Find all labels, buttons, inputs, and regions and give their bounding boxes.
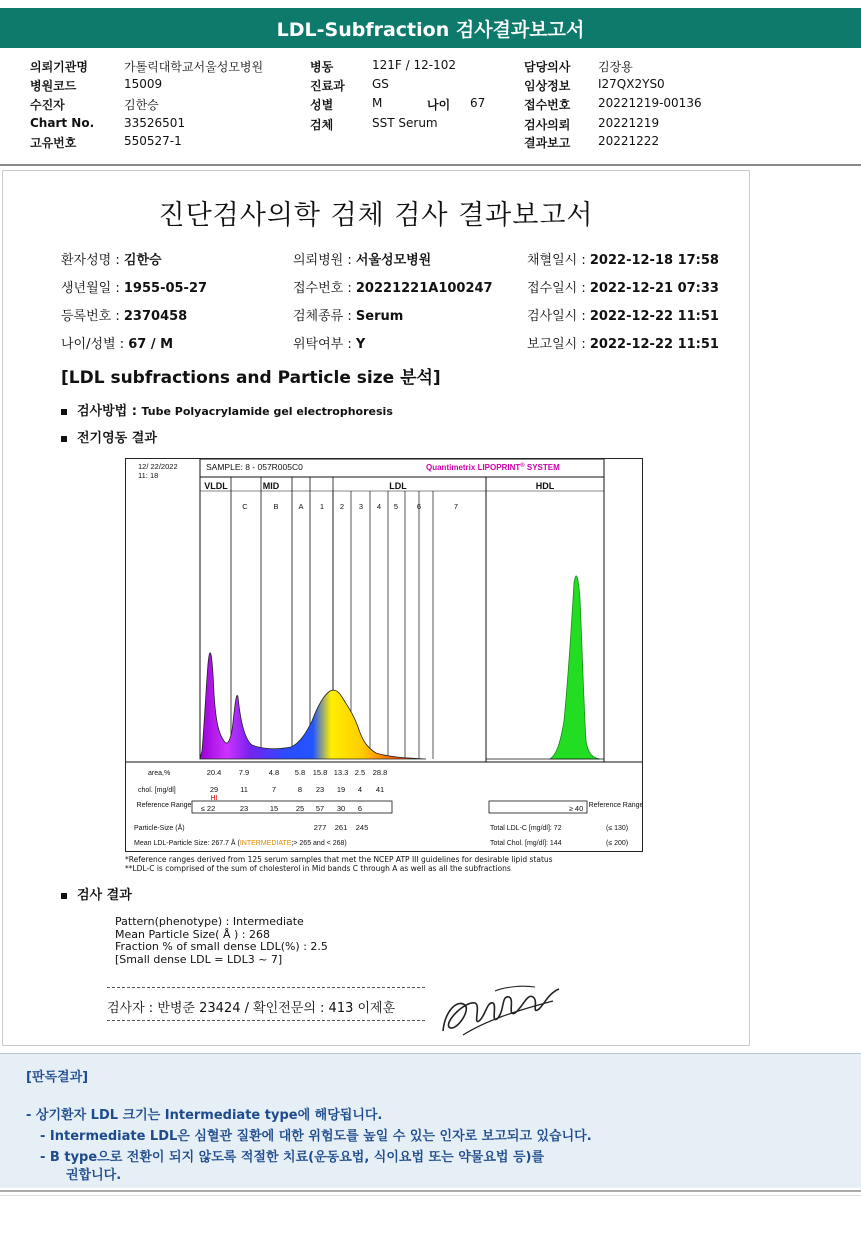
report-title-bar xyxy=(0,8,861,48)
area-value: 5.8 xyxy=(294,768,306,777)
chart-sample: SAMPLE: 8 - 057R005C0 xyxy=(206,462,303,472)
header-value: 20221219 xyxy=(598,116,660,130)
brand-name: Quantimetrix LIPOPRINT xyxy=(426,463,521,472)
header-value: I27QX2YS0 xyxy=(598,77,665,91)
particle-size-value: 277 xyxy=(313,823,327,832)
patient-info-item xyxy=(527,333,719,352)
lipoprint-svg xyxy=(126,459,642,851)
info-label: 의뢰병원 : xyxy=(293,253,356,268)
area-value: 28.8 xyxy=(372,768,388,777)
band-label: B xyxy=(273,502,279,511)
header-label: 결과보고 xyxy=(524,136,571,150)
result-summary xyxy=(115,916,328,966)
band-label: 6 xyxy=(416,502,422,511)
header-label: 접수번호 xyxy=(524,98,571,112)
info-label: 나이/성별 : xyxy=(61,337,129,352)
reference-value: 25 xyxy=(295,804,305,813)
footnote-1: *Reference ranges derived from 125 serum samples that met the NCEP ATP III guidelines for desirable lipid status xyxy=(125,855,553,864)
reference-label: Reference Range xyxy=(136,802,192,809)
lipoprint-chart xyxy=(125,458,643,852)
result-label: 검사 결과 xyxy=(77,888,132,903)
region-label-mid: MID xyxy=(262,481,280,491)
interpretation-line-3: - B type으로 전환이 되지 않도록 적절한 치료(운동요법, 식이요법 또는 약물요법 등)를 xyxy=(40,1150,545,1165)
band-label: A xyxy=(298,502,304,511)
header-value: SST Serum xyxy=(372,116,438,130)
info-value: 2022-12-18 17:58 xyxy=(589,253,719,268)
lab-report-title: 진단검사의학 검체 검사 결과보고서 xyxy=(158,200,594,231)
brand-system: SYSTEM xyxy=(524,463,560,472)
header-value: 33526501 xyxy=(124,116,186,130)
chol-row-label: chol. [mg/dl] xyxy=(138,787,176,794)
patient-info-item xyxy=(293,249,431,268)
info-label: 위탁여부 : xyxy=(293,337,356,352)
patient-info-item xyxy=(61,277,207,296)
area-value: 13.3 xyxy=(333,768,349,777)
patient-info-item xyxy=(293,333,365,352)
header-label: 검체 xyxy=(310,118,334,132)
band-label: C xyxy=(242,502,248,511)
header-value: 김장용 xyxy=(598,60,633,74)
patient-info-item xyxy=(293,305,403,324)
header-value: 15009 xyxy=(124,77,163,91)
bottom-divider-light xyxy=(0,1195,861,1196)
mean-tail: ;> 265 and < 268) xyxy=(291,840,347,847)
chol-value: 41 xyxy=(375,785,385,794)
header-age-label: 나이 xyxy=(427,98,451,112)
lab-report-panel xyxy=(2,170,750,1046)
result-small-dense: Fraction % of small dense LDL(%) : 2.5 xyxy=(115,940,328,953)
band-label: 2 xyxy=(339,502,345,511)
chol-value: 19 xyxy=(336,785,346,794)
patient-info-item xyxy=(61,333,173,352)
header-value: 가톨릭대학교서울성모병원 xyxy=(124,60,264,74)
interpretation-title: [판독결과] xyxy=(26,1070,89,1085)
patient-info-item xyxy=(527,249,719,268)
interpretation-line-1: - 상기환자 LDL 크기는 Intermediate type에 해당됩니다. xyxy=(26,1108,383,1123)
region-label-hdl: HDL xyxy=(535,481,555,491)
area-value: 20.4 xyxy=(206,768,222,777)
particle-size-value: 261 xyxy=(334,823,348,832)
bullet-icon xyxy=(61,893,67,899)
area-value: 4.8 xyxy=(268,768,280,777)
chol-value: 29 xyxy=(209,785,219,794)
result-heading xyxy=(61,884,132,903)
report-title: LDL-Subfraction 검사결과보고서 xyxy=(276,18,585,41)
total-ldl-ref: (≤ 130) xyxy=(606,825,629,832)
handwritten-signature xyxy=(435,981,565,1045)
interpretation-line-4: 권합니다. xyxy=(66,1168,122,1183)
result-pattern: Pattern(phenotype) : Intermediate xyxy=(115,915,304,928)
result-mean-size: Mean Particle Size( Å ) : 268 xyxy=(115,927,270,941)
bottom-divider xyxy=(0,1190,861,1192)
reference-label-right: Reference Range xyxy=(588,802,642,809)
result-definition: [Small dense LDL = LDL3 ~ 7] xyxy=(115,952,283,966)
header-label: 검사의뢰 xyxy=(524,118,571,132)
area-value: 2.5 xyxy=(354,768,366,777)
electrophoresis-label: 전기영동 결과 xyxy=(77,431,157,446)
reference-value: 15 xyxy=(269,804,279,813)
info-label: 환자성명 : xyxy=(61,253,124,268)
total-chol: Total Chol. [mg/dl]: 144 xyxy=(490,840,562,847)
info-label: 채혈일시 : xyxy=(527,253,590,268)
reference-value: 23 xyxy=(239,804,249,813)
chart-time: 11: 18 xyxy=(138,471,159,480)
interpretation-panel xyxy=(0,1053,861,1188)
header-label: Chart No. xyxy=(30,116,95,130)
info-value: Y xyxy=(355,337,366,352)
header-value: 550527-1 xyxy=(124,134,182,148)
chart-brand xyxy=(426,462,560,472)
header-label: 성별 xyxy=(310,98,334,112)
info-value: 2370458 xyxy=(123,309,188,324)
header-label: 병원코드 xyxy=(30,79,77,93)
band-label: 5 xyxy=(393,502,399,511)
brand-registered: ® xyxy=(520,463,525,469)
bullet-icon xyxy=(61,409,67,415)
patient-info-item xyxy=(293,277,493,296)
header-value: 김한승 xyxy=(124,98,159,112)
info-label: 접수번호 : xyxy=(293,281,356,296)
header-label: 진료과 xyxy=(310,79,345,93)
chart-footnotes xyxy=(125,855,553,873)
header-value: M xyxy=(372,96,383,110)
hdl-peak xyxy=(550,576,600,759)
method-label: 검사방법 : xyxy=(77,404,142,419)
header-label: 담당의사 xyxy=(524,60,571,74)
info-value: 서울성모병원 xyxy=(355,253,432,268)
header-age-value: 67 xyxy=(470,96,486,110)
chol-value: 7 xyxy=(271,785,277,794)
bullet-icon xyxy=(61,436,67,442)
header-label: 임상정보 xyxy=(524,79,571,93)
header-label: 고유번호 xyxy=(30,136,77,150)
area-value: 15.8 xyxy=(312,768,328,777)
region-label-ldl: LDL xyxy=(389,481,407,491)
chol-value: 11 xyxy=(240,785,248,794)
info-value: 2022-12-22 11:51 xyxy=(589,309,719,324)
info-value: 20221221A100247 xyxy=(355,281,493,296)
mean-particle-size xyxy=(134,838,347,847)
region-label-vldl: VLDL xyxy=(204,481,228,491)
mean-tag: INTERMEDIATE xyxy=(239,840,292,847)
signature-divider-top xyxy=(107,987,425,988)
info-value: Serum xyxy=(355,309,404,324)
chol-value: 4 xyxy=(357,785,363,794)
info-label: 보고일시 : xyxy=(527,337,590,352)
total-chol-ref: (≤ 200) xyxy=(606,840,629,847)
band-label: 4 xyxy=(376,502,382,511)
header-label: 병동 xyxy=(310,60,334,74)
info-value: 1955-05-27 xyxy=(123,281,208,296)
chol-value: 23 xyxy=(315,785,325,794)
info-label: 생년월일 : xyxy=(61,281,124,296)
info-label: 검사일시 : xyxy=(527,309,590,324)
header-value: 121F / 12-102 xyxy=(372,58,456,72)
area-row-label: area,% xyxy=(148,770,171,777)
header-label: 수진자 xyxy=(30,98,65,112)
mean-label: Mean LDL-Particle Size: 267.7 Å ( xyxy=(134,840,240,847)
band-label: 3 xyxy=(358,502,364,511)
request-info-header xyxy=(0,52,861,162)
method-value: Tube Polyacrylamide gel electrophoresis xyxy=(141,405,393,418)
electrophoresis-heading xyxy=(61,427,157,446)
info-label: 등록번호 : xyxy=(61,309,124,324)
band-label: 1 xyxy=(319,502,325,511)
signer-line: 검사자 : 반병준 23424 / 확인전문의 : 413 이제훈 xyxy=(107,1001,396,1016)
header-label: 의뢰기관명 xyxy=(30,60,88,74)
info-label: 검체종류 : xyxy=(293,309,356,324)
total-ldl: Total LDL-C [mg/dl]: 72 xyxy=(490,825,562,832)
reference-value: ≤ 22 xyxy=(200,804,216,813)
section-title: [LDL subfractions and Particle size 분석] xyxy=(61,368,441,388)
interpretation-line-2: - Intermediate LDL은 심혈관 질환에 대한 위험도를 높일 수 있는 인자로 보고되고 있습니다. xyxy=(40,1129,592,1144)
patient-info-item xyxy=(61,305,187,324)
particle-size-label: Particle-Size (Å) xyxy=(134,825,185,832)
info-value: 2022-12-22 11:51 xyxy=(589,337,719,352)
header-value: GS xyxy=(372,77,389,91)
info-label: 접수일시 : xyxy=(527,281,590,296)
hi-flag: HI xyxy=(210,795,218,802)
header-divider xyxy=(0,164,861,166)
header-value: 20221222 xyxy=(598,134,660,148)
band-label: 7 xyxy=(453,502,459,511)
header-value: 20221219-00136 xyxy=(598,96,702,110)
info-value: 김한승 xyxy=(123,253,162,268)
particle-size-value: 245 xyxy=(355,823,369,832)
lipoprint-curve xyxy=(200,653,426,759)
patient-info-item xyxy=(527,277,719,296)
reference-value-hdl: ≥ 40 xyxy=(568,804,584,813)
area-value: 7.9 xyxy=(238,768,250,777)
reference-value: 6 xyxy=(357,804,363,813)
info-value: 67 / M xyxy=(128,337,174,352)
footnote-2: **LDL-C is comprised of the sum of cholesterol in Mid bands C through A as well as all the subfractions xyxy=(125,864,511,873)
signature-divider-bottom xyxy=(107,1020,425,1021)
chol-value: 8 xyxy=(297,785,303,794)
reference-value: 30 xyxy=(336,804,346,813)
patient-info-item xyxy=(527,305,719,324)
chart-date: 12/ 22/2022 xyxy=(138,462,178,471)
reference-value: 57 xyxy=(315,804,325,813)
method-line xyxy=(61,400,393,419)
patient-info-item xyxy=(61,249,162,268)
info-value: 2022-12-21 07:33 xyxy=(589,281,719,296)
